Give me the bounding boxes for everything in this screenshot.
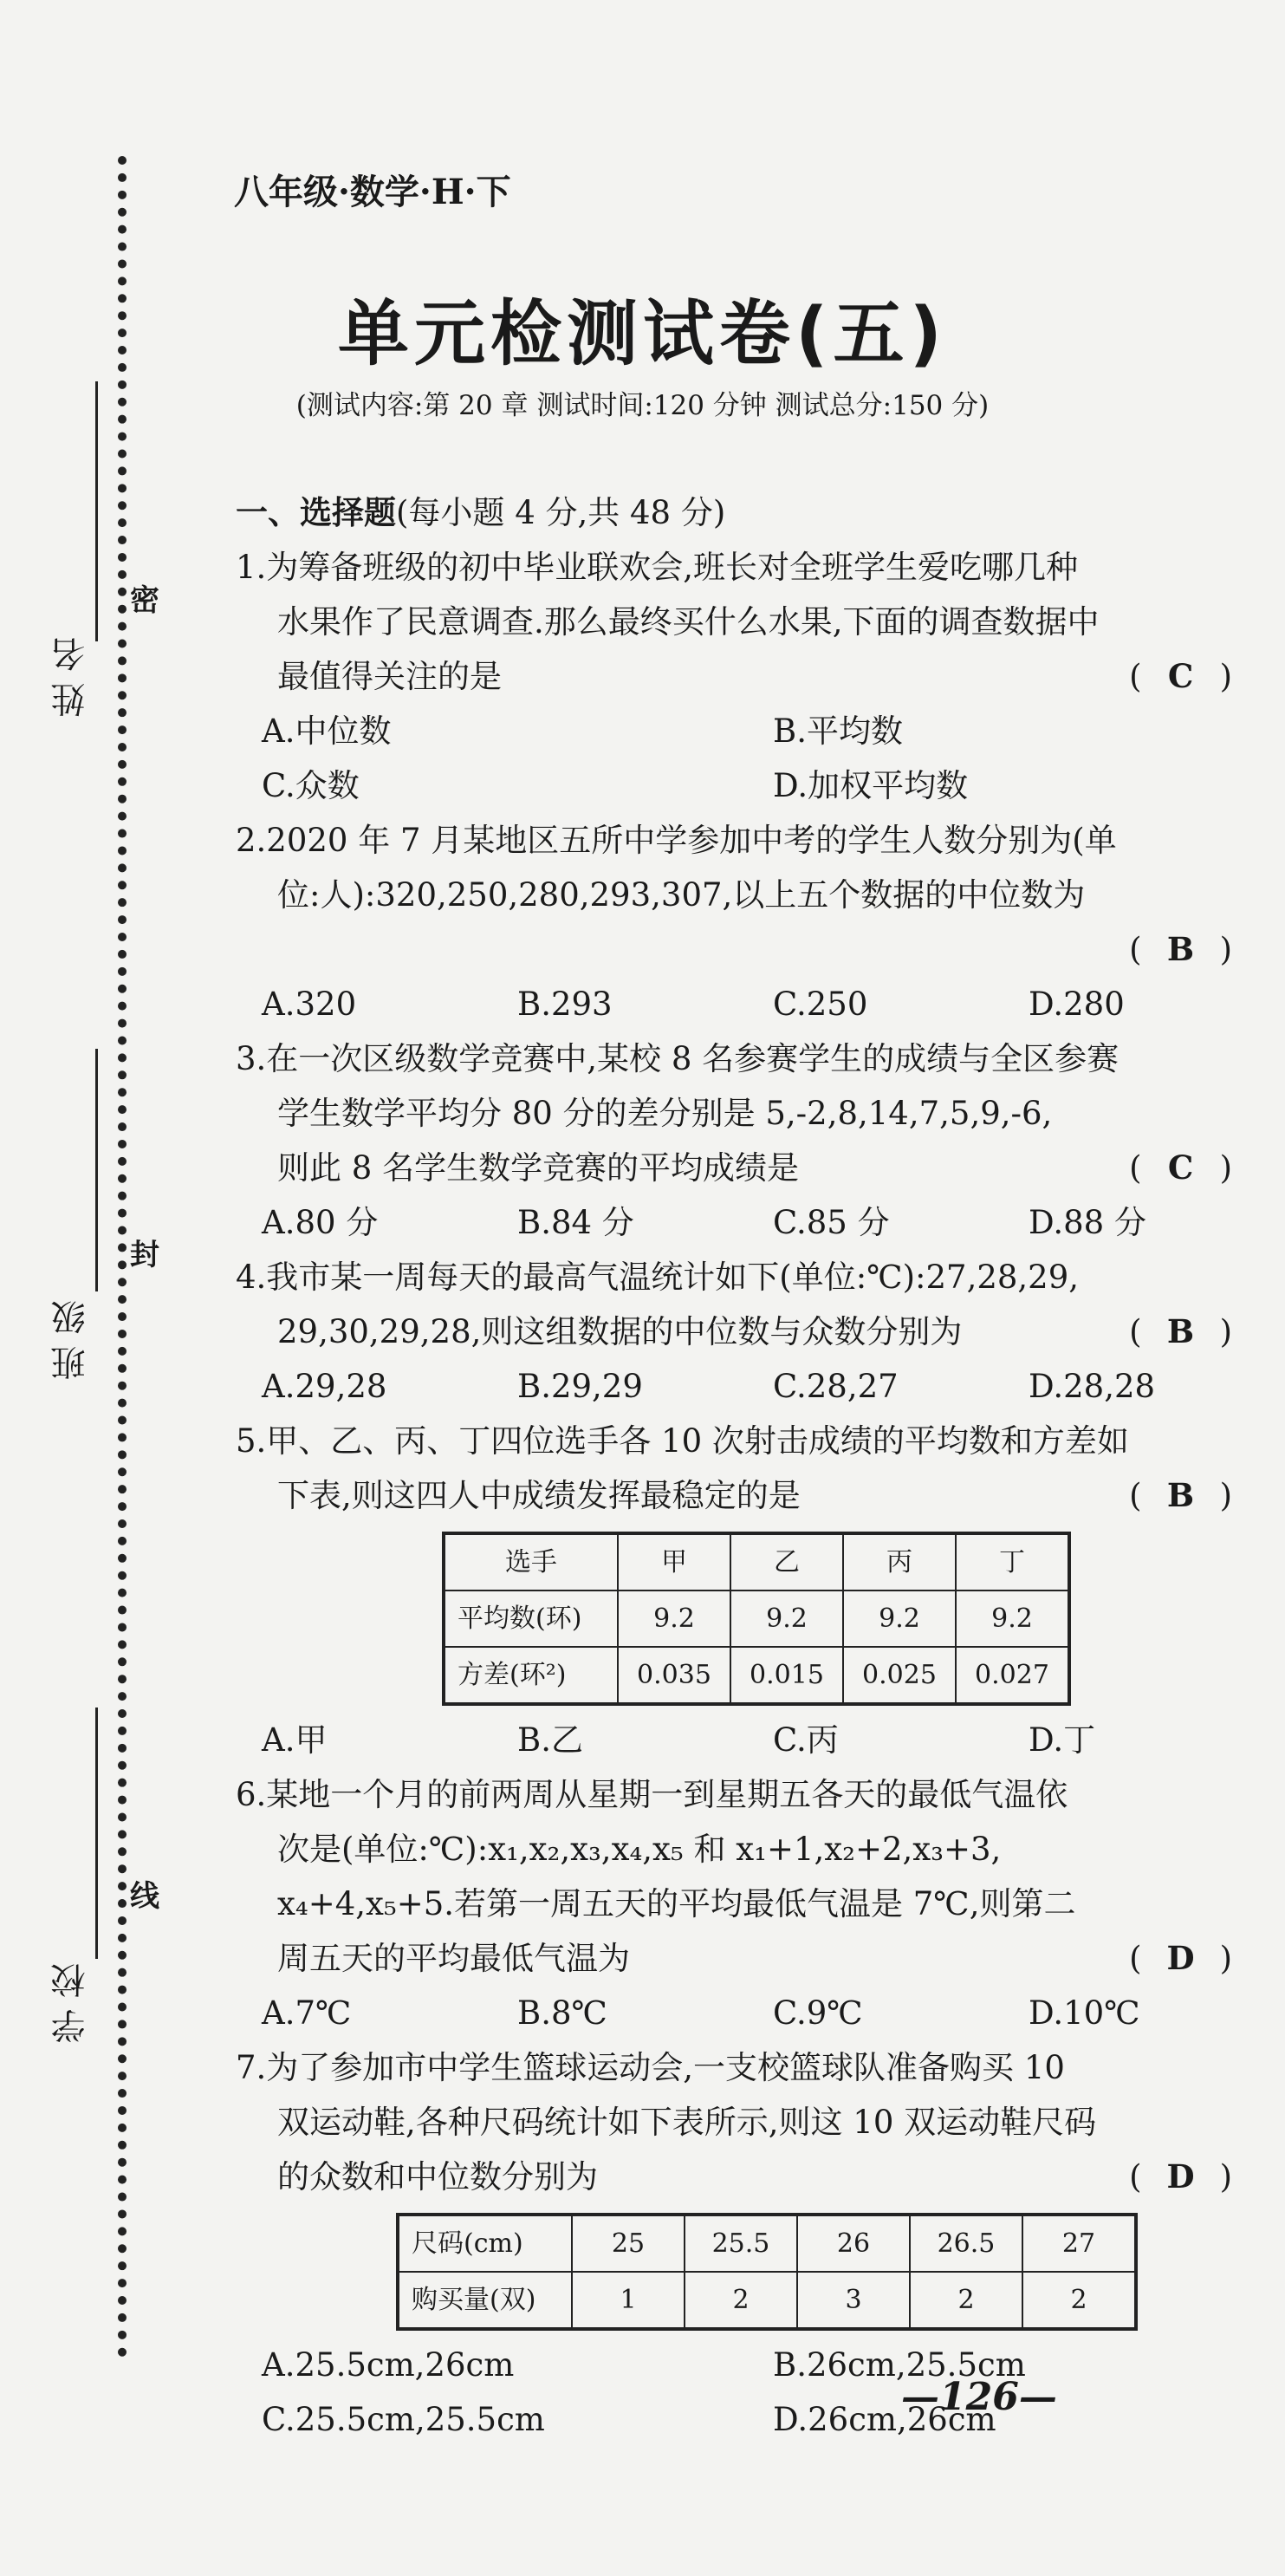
options [236, 1195, 1258, 1250]
test-info: (测试内容:第 20 章 测试时间:120 分钟 测试总分:150 分) [295, 390, 990, 421]
answer-value: B [1166, 1312, 1195, 1350]
answer-box[interactable]: ( D ) [1129, 2150, 1232, 2204]
question-list [236, 485, 1258, 2447]
option-b[interactable]: B.8℃ [517, 1994, 607, 2032]
question-2 [236, 813, 1258, 1031]
question-line: 位:人):320,250,280,293,307,以上五个数据的中位数为 [277, 876, 1086, 914]
table-cell: 3 [797, 2272, 910, 2329]
page-title: 单元检测试卷(五) [338, 293, 947, 375]
answer-box[interactable]: ( B ) [1129, 1304, 1232, 1359]
table-header-cell: 26.5 [910, 2215, 1022, 2272]
question-line: x₄+4,x₅+5.若第一周五天的平均最低气温是 7℃,则第二 [277, 1885, 1076, 1922]
table-cell: 0.027 [956, 1647, 1069, 1704]
option-c[interactable]: C.丙 [773, 1721, 839, 1759]
table-cell: 购买量(双) [398, 2272, 572, 2329]
table-row [444, 1647, 1069, 1704]
option-b[interactable]: B.84 分 [517, 1204, 634, 1241]
option-b[interactable]: B.26cm,25.5cm [773, 2346, 1026, 2384]
question-line: 4.我市某一周每天的最高气温统计如下(单位:℃):27,28,29, [236, 1259, 1080, 1296]
table-cell: 2 [1022, 2272, 1136, 2329]
table-cell: 0.035 [618, 1647, 730, 1704]
options [236, 1713, 1258, 1767]
option-d[interactable]: D.26cm,26cm [773, 2401, 996, 2438]
table-header-cell: 25.5 [685, 2215, 797, 2272]
binding-word-xian: 线 [130, 1879, 159, 1914]
binding-word-feng: 封 [130, 1238, 159, 1272]
options [236, 977, 1258, 1031]
section-heading [236, 485, 1258, 540]
question-1 [236, 540, 1258, 813]
answer-box[interactable]: ( B ) [1129, 1468, 1232, 1523]
table-cell: 9.2 [730, 1590, 843, 1647]
question-line: 水果作了民意调查.那么最终买什么水果,下面的调查数据中 [277, 603, 1100, 641]
answer-box[interactable]: ( B ) [1129, 922, 1232, 977]
option-a[interactable]: A.中位数 [262, 712, 392, 750]
answer-value: D [1166, 2157, 1195, 2195]
question-5 [236, 1414, 1258, 1767]
table-header-cell: 25 [572, 2215, 685, 2272]
option-b[interactable]: B.乙 [517, 1721, 583, 1759]
question-line: 学生数学平均分 80 分的差分别是 5,-2,8,14,7,5,9,-6, [277, 1095, 1053, 1132]
option-d[interactable]: D.280 [1029, 986, 1125, 1023]
table-header-cell: 乙 [730, 1533, 843, 1590]
question-line: 次是(单位:℃):x₁,x₂,x₃,x₄,x₅ 和 x₁+1,x₂+2,x₃+3, [277, 1831, 1002, 1868]
question-line [236, 649, 1258, 704]
shoe-size-table [396, 2213, 1138, 2331]
option-b[interactable]: B.29,29 [517, 1368, 643, 1405]
question-text: 则此 8 名学生数学竞赛的平均成绩是 [277, 1149, 800, 1187]
options [236, 1359, 1258, 1414]
option-a[interactable]: A.320 [262, 986, 357, 1023]
question-line: 2.2020 年 7 月某地区五所中学参加中考的学生人数分别为(单 [236, 822, 1117, 859]
table-header-cell: 丙 [843, 1533, 956, 1590]
option-b[interactable]: B.293 [517, 986, 613, 1023]
grade-header: 八年级·数学·H·下 [234, 172, 511, 212]
question-3 [236, 1031, 1258, 1250]
question-4 [236, 1250, 1258, 1414]
option-a[interactable]: A.甲 [262, 1721, 328, 1759]
question-text: 下表,则这四人中成绩发挥最稳定的是 [277, 1477, 801, 1514]
shooting-table [442, 1532, 1071, 1706]
question-line [236, 1141, 1258, 1195]
question-line: 3.在一次区级数学竞赛中,某校 8 名参赛学生的成绩与全区参赛 [236, 1040, 1120, 1077]
answer-value: B [1166, 1476, 1195, 1514]
table-cell: 2 [685, 2272, 797, 2329]
option-a[interactable]: A.29,28 [262, 1368, 387, 1405]
option-d[interactable]: D.加权平均数 [773, 767, 969, 804]
option-a[interactable]: A.7℃ [262, 1994, 352, 2032]
option-a[interactable]: A.25.5cm,26cm [262, 2346, 515, 2384]
answer-box[interactable]: ( D ) [1129, 1931, 1232, 1986]
question-text: 最值得关注的是 [277, 658, 502, 695]
question-line [236, 1931, 1258, 1986]
question-text: 的众数和中位数分别为 [277, 2158, 598, 2195]
option-b[interactable]: B.平均数 [773, 712, 903, 750]
option-c[interactable]: C.9℃ [773, 1994, 863, 2032]
option-c[interactable]: C.众数 [262, 767, 360, 804]
question-line [236, 1468, 1258, 1523]
table-header-cell: 26 [797, 2215, 910, 2272]
table-row [444, 1590, 1069, 1647]
options [236, 2338, 1258, 2447]
option-d[interactable]: D.28,28 [1029, 1368, 1156, 1405]
answer-value: D [1166, 1939, 1195, 1977]
answer-value: C [1167, 1148, 1194, 1187]
option-d[interactable]: D.丁 [1029, 1721, 1096, 1759]
school-blank-line[interactable] [95, 1708, 98, 1959]
table-cell: 0.025 [843, 1647, 956, 1704]
answer-line [236, 922, 1258, 977]
option-c[interactable]: C.28,27 [773, 1368, 899, 1405]
table-header-cell: 27 [1022, 2215, 1136, 2272]
table-header-row [398, 2215, 1136, 2272]
table-cell: 9.2 [956, 1590, 1069, 1647]
answer-value: B [1166, 930, 1195, 968]
option-d[interactable]: D.10℃ [1029, 1994, 1140, 2032]
class-blank-line[interactable] [95, 1049, 98, 1291]
table-cell: 9.2 [843, 1590, 956, 1647]
answer-value: C [1167, 657, 1194, 695]
section-title: 一、选择题 [236, 493, 396, 531]
table-cell: 方差(环²) [444, 1647, 618, 1704]
question-line: 5.甲、乙、丙、丁四位选手各 10 次射击成绩的平均数和方差如 [236, 1422, 1129, 1460]
school-label: 学 校 [51, 1963, 91, 2044]
question-text: 周五天的平均最低气温为 [277, 1940, 630, 1977]
question-line: 1.为筹备班级的初中毕业联欢会,班长对全班学生爱吃哪几种 [236, 549, 1079, 586]
page-number: —126— [901, 2375, 1057, 2419]
option-a[interactable]: A.80 分 [262, 1204, 379, 1241]
table-header-cell: 尺码(cm) [398, 2215, 572, 2272]
question-text: 29,30,29,28,则这组数据的中位数与众数分别为 [277, 1313, 963, 1350]
question-line [236, 1304, 1258, 1359]
question-line: 7.为了参加市中学生篮球运动会,一支校篮球队准备购买 10 [236, 2049, 1065, 2086]
table-cell: 9.2 [618, 1590, 730, 1647]
section-note: (每小题 4 分,共 48 分) [396, 494, 726, 531]
option-c[interactable]: C.25.5cm,25.5cm [262, 2401, 545, 2438]
table-row [398, 2272, 1136, 2329]
question-7 [236, 2040, 1258, 2447]
question-line: 双运动鞋,各种尺码统计如下表所示,则这 10 双运动鞋尺码 [277, 2104, 1097, 2141]
options [236, 1986, 1258, 2040]
options [236, 704, 1258, 813]
answer-box[interactable]: ( C ) [1129, 1141, 1232, 1195]
option-c[interactable]: C.250 [773, 986, 868, 1023]
table-header-cell: 甲 [618, 1533, 730, 1590]
option-d[interactable]: D.88 分 [1029, 1204, 1146, 1241]
binding-word-mi: 密 [130, 583, 159, 618]
question-line [236, 2150, 1258, 2204]
name-label: 姓 名 [51, 637, 91, 718]
table-header-cell: 丁 [956, 1533, 1069, 1590]
table-header-cell: 选手 [444, 1533, 618, 1590]
table-header-row [444, 1533, 1069, 1590]
question-line: 6.某地一个月的前两周从星期一到星期五各天的最低气温依 [236, 1776, 1068, 1813]
answer-box[interactable]: ( C ) [1129, 649, 1232, 704]
question-6 [236, 1767, 1258, 2040]
table-cell: 2 [910, 2272, 1022, 2329]
option-c[interactable]: C.85 分 [773, 1204, 890, 1241]
table-cell: 1 [572, 2272, 685, 2329]
table-cell: 0.015 [730, 1647, 843, 1704]
table-cell: 平均数(环) [444, 1590, 618, 1647]
class-label: 班 级 [51, 1300, 91, 1381]
